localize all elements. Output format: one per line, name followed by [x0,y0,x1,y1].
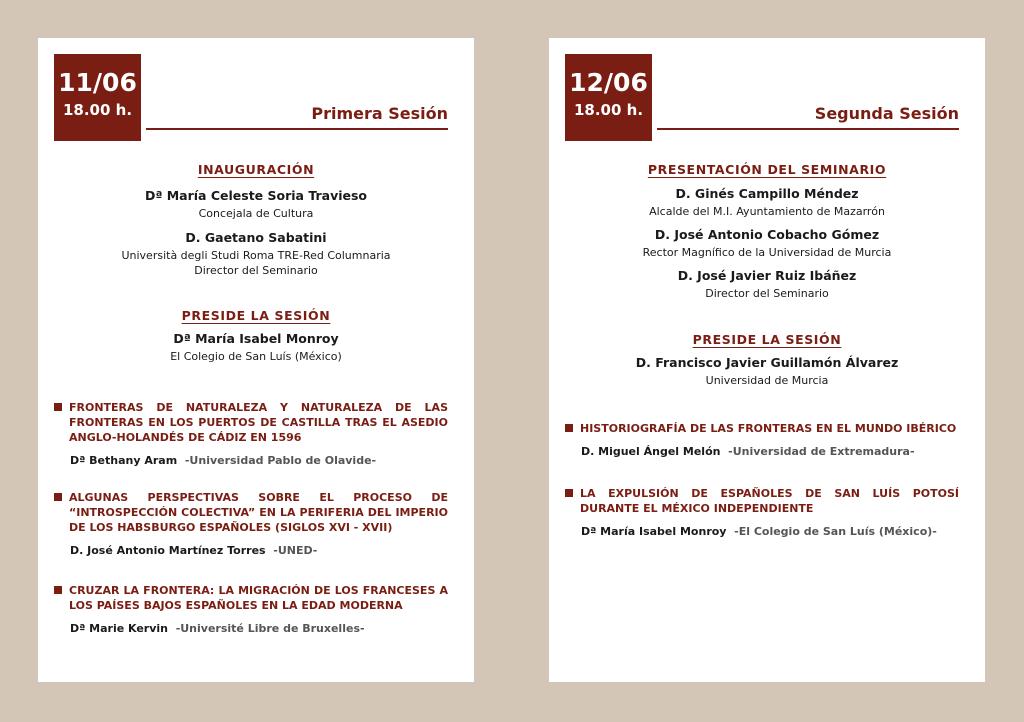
inauguration-heading: INAUGURACIÓN [197,162,315,177]
inauguration-block [38,162,474,278]
talk-affiliation: -Universidad Pablo de Olavide- [184,454,377,467]
speaker-role: Concejala de Cultura [198,207,314,220]
speaker-name: D. Ginés Campillo Méndez [675,186,859,201]
date-badge [54,54,141,141]
speaker-role: Director del Seminario [705,287,829,300]
presentation-block [549,162,985,301]
square-bullet-icon [54,403,62,411]
speaker-role: Alcalde del M.I. Ayuntamiento de Mazarrón [649,205,885,218]
talk-title: HISTORIOGRAFÍA DE LAS FRONTERAS EN EL MUNDO IBÉRICO [580,422,957,435]
talk-title: LA EXPULSIÓN DE ESPAÑOLES DE SAN LUÍS POTOSÍ DURANTE EL MÉXICO INDEPENDIENTE [580,487,959,515]
speaker-name: D. José Javier Ruiz Ibáñez [677,268,857,283]
talk-speaker: Dª Bethany Aram [70,454,178,467]
talk-item [565,421,959,458]
chair-name: D. Francisco Javier Guillamón Álvarez [635,355,899,370]
speaker-role: Director del Seminario [194,264,318,277]
talk-item [54,490,448,557]
talk-title: FRONTERAS DE NATURALEZA Y NATURALEZA DE LAS FRONTERAS EN LOS PUERTOS DE CASTILLA TRAS EL ASEDIO ANGLO-HOLANDÉS DE CÁDIZ EN 1596 [69,401,448,444]
time: 18.00 h. [62,101,133,119]
chair-name: Dª María Isabel Monroy [173,331,339,346]
talk-speaker: Dª Marie Kervin [70,622,169,635]
title-divider [146,128,448,130]
presentation-heading: PRESENTACIÓN DEL SEMINARIO [647,162,887,177]
date-badge [565,54,652,141]
talk-affiliation: -El Colegio de San Luís (México)- [734,525,937,538]
talk-speaker: D. José Antonio Martínez Torres [70,544,266,557]
title-divider [657,128,959,130]
chair-heading: PRESIDE LA SESIÓN [181,308,331,323]
talk-speaker: Dª María Isabel Monroy [581,525,727,538]
speaker-name: D. José Antonio Cobacho Gómez [654,227,880,242]
session-panel-second [549,38,985,682]
square-bullet-icon [565,424,573,432]
talk-title: CRUZAR LA FRONTERA: LA MIGRACIÓN DE LOS FRANCESES A LOS PAÍSES BAJOS ESPAÑOLES EN LA EDAD MODERNA [69,584,448,612]
speaker-name: D. Gaetano Sabatini [185,230,327,245]
talk-speaker: D. Miguel Ángel Melón [581,445,721,458]
talk-item [54,400,448,467]
talk-affiliation: -Université Libre de Bruxelles- [175,622,365,635]
talk-item [565,486,959,538]
session-title: Segunda Sesión [814,104,959,123]
square-bullet-icon [54,493,62,501]
talk-affiliation: -UNED- [273,544,318,557]
speaker-name: Dª María Celeste Soria Travieso [144,188,368,203]
session-title: Primera Sesión [311,104,448,123]
time: 18.00 h. [573,101,644,119]
session-panel-first [38,38,474,682]
square-bullet-icon [565,489,573,497]
chair-role: El Colegio de San Luís (México) [170,350,342,363]
date: 12/06 [569,68,648,97]
talk-title: ALGUNAS PERSPECTIVAS SOBRE EL PROCESO DE “INTROSPECCIÓN COLECTIVA” EN LA PERIFERIA DEL IMPERIO DE LOS HABSBURGO ESPAÑOLES (SIGLOS XVI - XVII) [69,491,448,534]
speaker-role: Università degli Studi Roma TRE-Red Columnaria [121,249,391,262]
talk-affiliation: -Universidad de Extremadura- [728,445,915,458]
square-bullet-icon [54,586,62,594]
speaker-role: Rector Magnífico de la Universidad de Murcia [642,246,892,259]
date: 11/06 [58,68,137,97]
chair-heading: PRESIDE LA SESIÓN [692,332,842,347]
chair-block [549,332,985,388]
chair-role: Universidad de Murcia [705,374,829,387]
talk-item [54,583,448,635]
chair-block [38,308,474,364]
